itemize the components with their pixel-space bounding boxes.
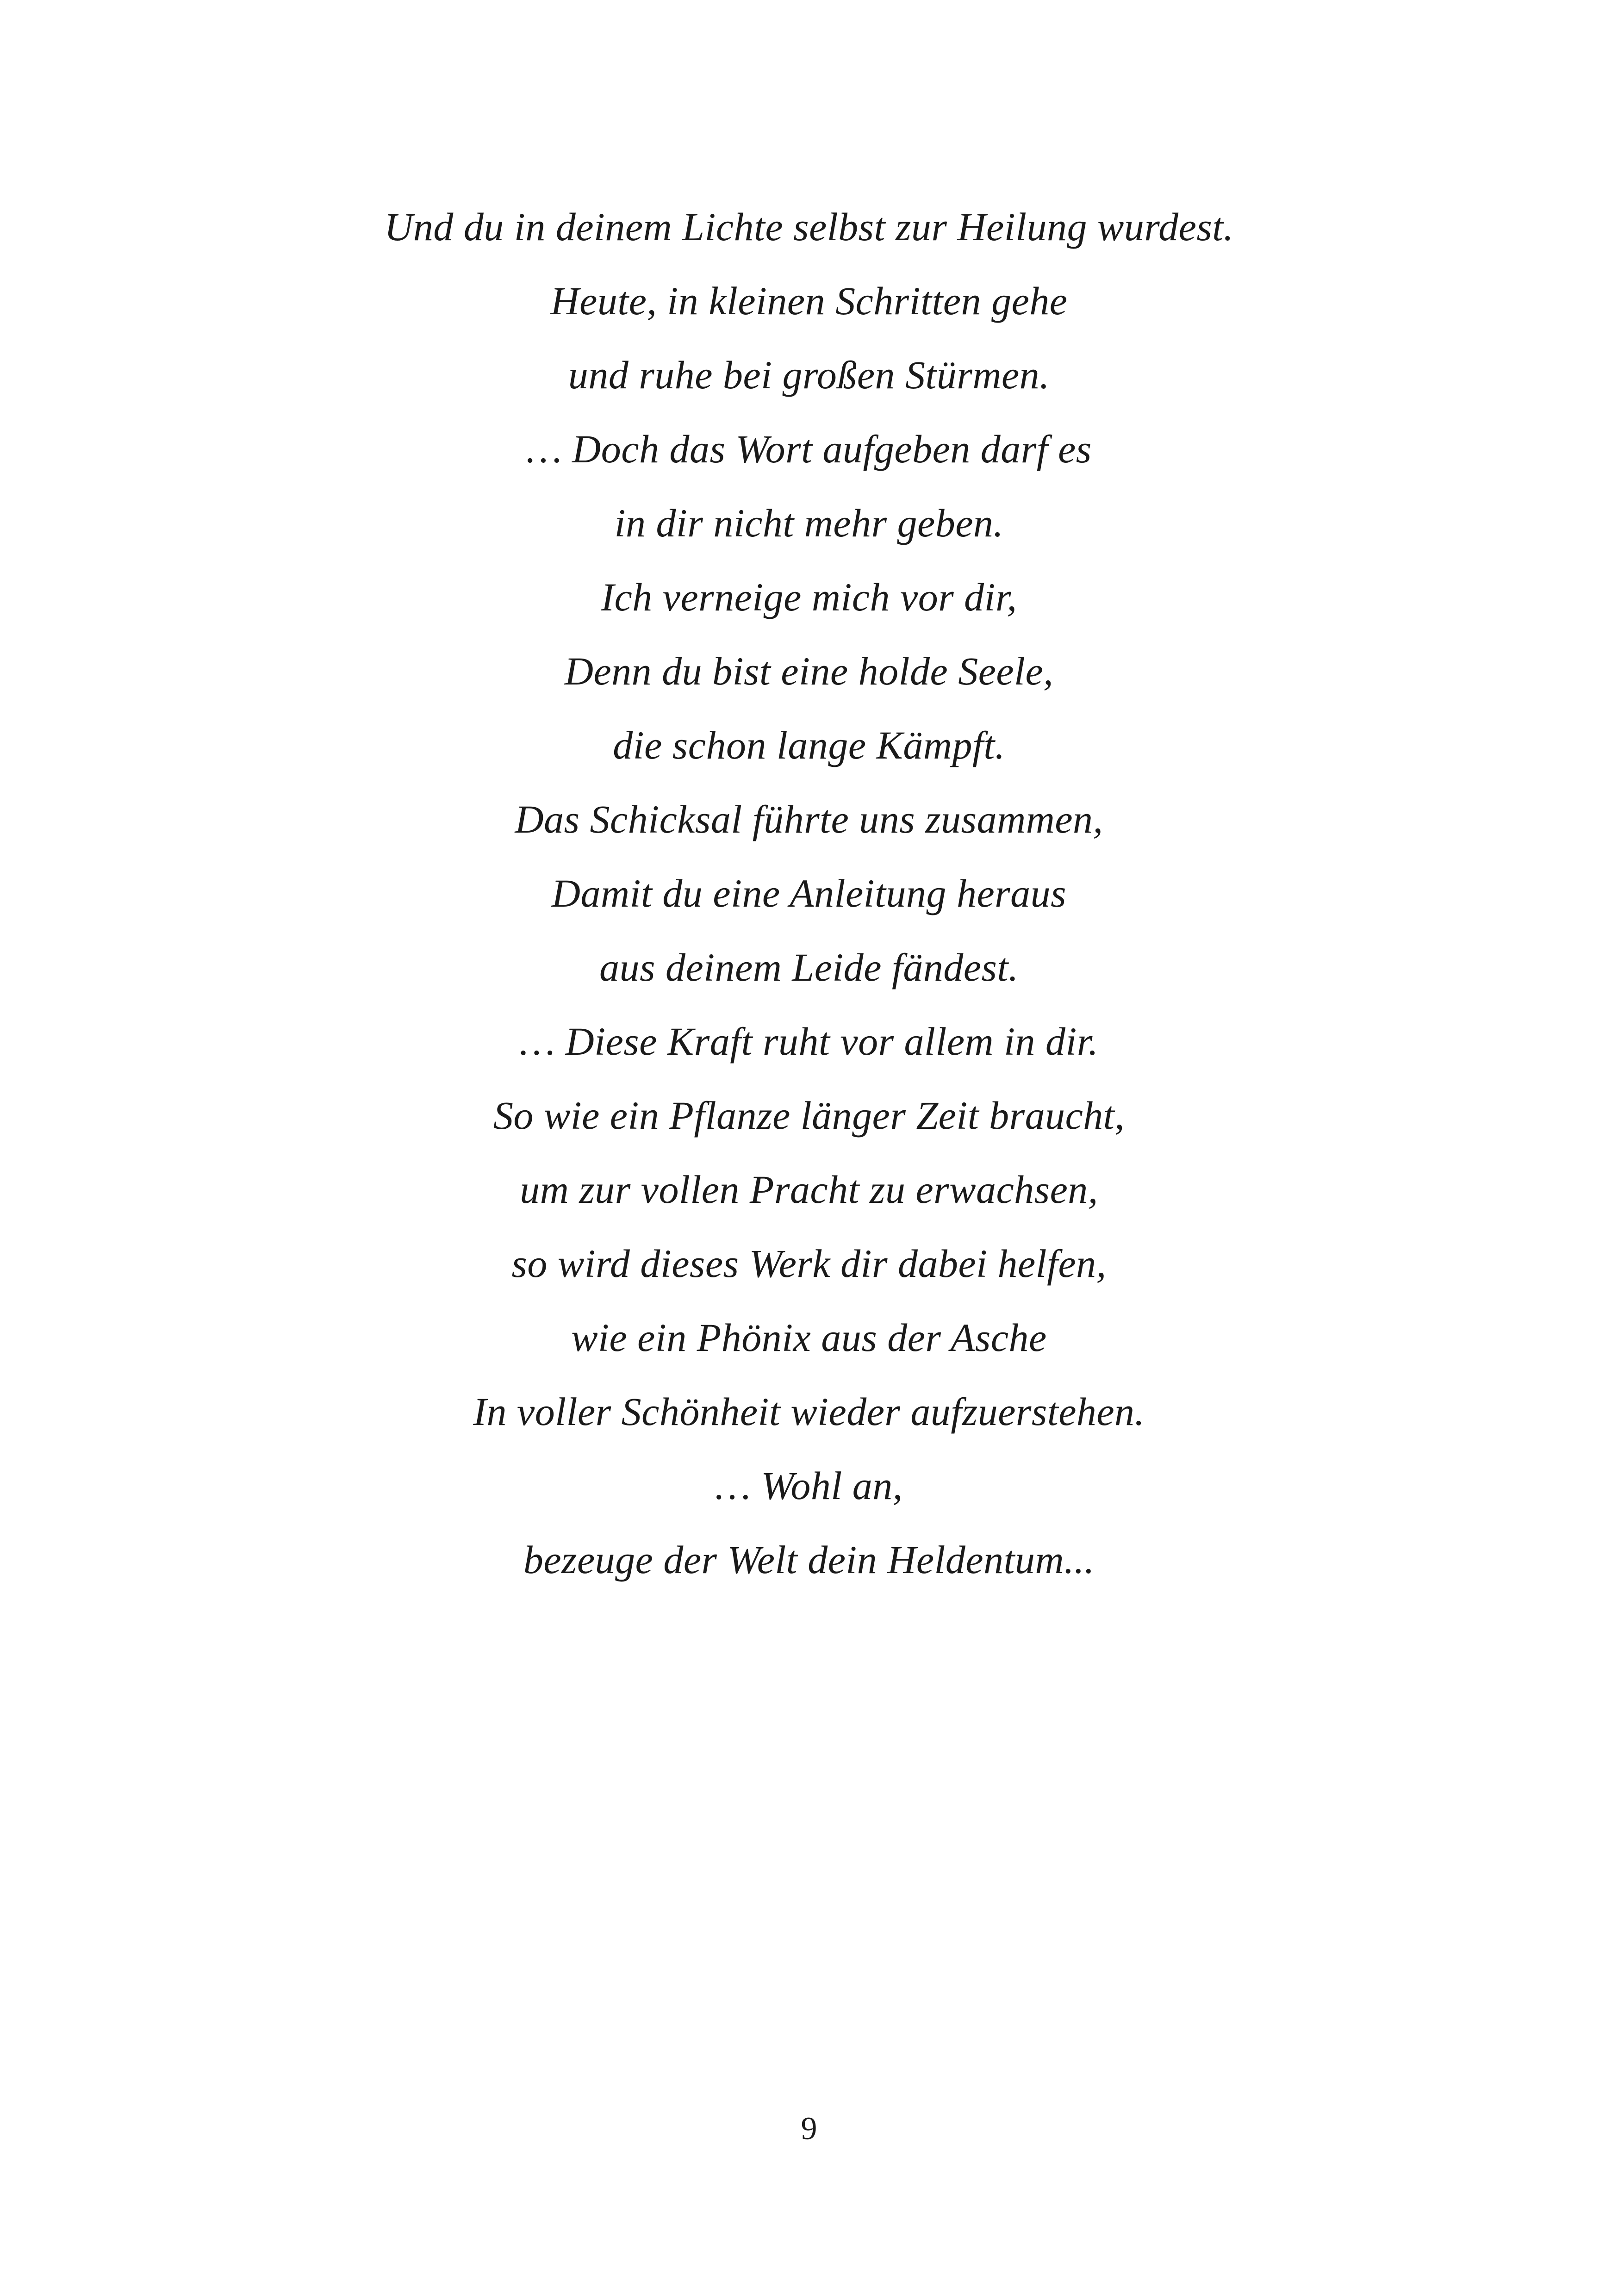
poem-line: wie ein Phönix aus der Asche [571,1315,1047,1360]
poem-text [0,190,1618,1597]
poem-line: In voller Schönheit wieder aufzuerstehen. [473,1389,1145,1434]
poem-line: und ruhe bei großen Stürmen. [568,353,1050,397]
poem-line: die schon lange Kämpft. [613,723,1005,767]
poem-line: in dir nicht mehr geben. [614,501,1004,545]
poem-line: … Diese Kraft ruht vor allem in dir. [519,1019,1099,1064]
poem-line: Damit du eine Anleitung heraus [551,871,1067,915]
poem-line: Ich verneige mich vor dir, [601,575,1017,619]
page-number: 9 [801,2111,817,2147]
poem-line: aus deinem Leide fändest. [599,945,1019,989]
poem-line: bezeuge der Welt dein Heldentum... [523,1537,1095,1582]
poem-line: so wird dieses Werk dir dabei helfen, [511,1241,1107,1286]
poem-line: … Doch das Wort aufgeben darf es [526,427,1092,471]
poem-line: Heute, in kleinen Schritten gehe [550,279,1068,323]
poem-line: Und du in deinem Lichte selbst zur Heilung wurdest. [384,205,1234,249]
poem-line: Das Schicksal führte uns zusammen, [515,797,1103,841]
poem-line: um zur vollen Pracht zu erwachsen, [520,1167,1098,1212]
poem-line: So wie ein Pflanze länger Zeit braucht, [493,1093,1125,1138]
poem-line: … Wohl an, [715,1463,903,1508]
poem-line: Denn du bist eine holde Seele, [564,649,1054,693]
